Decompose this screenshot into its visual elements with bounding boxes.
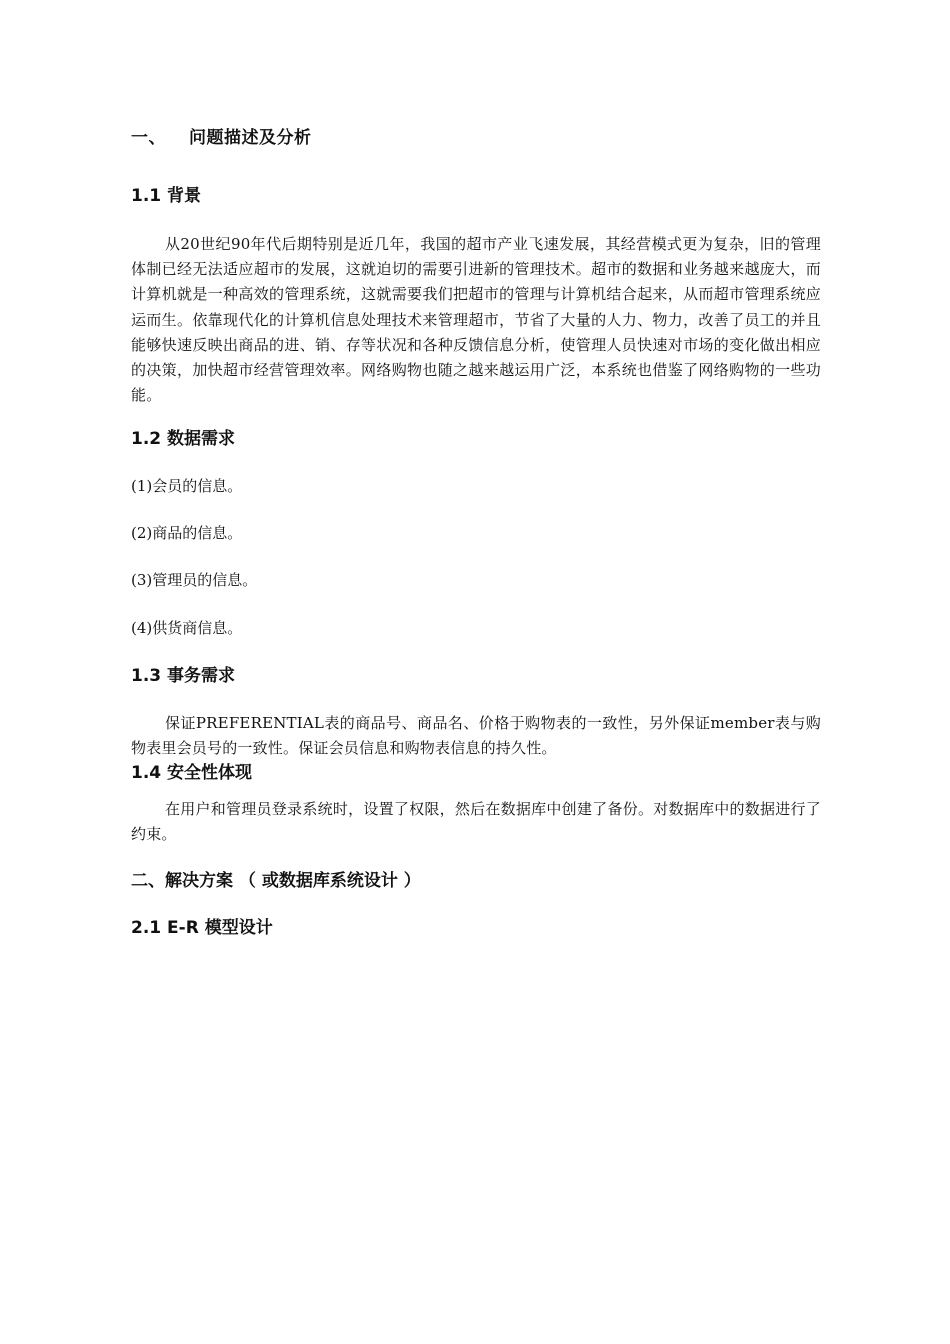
section-1-heading — [131, 130, 312, 147]
data-requirement-item-3: (3)管理员的信息。 — [131, 571, 258, 589]
data-requirement-item-4: (4)供货商信息。 — [131, 619, 243, 637]
heading-1-1: 1.1 背景 — [131, 186, 202, 206]
section-1-title: 问题描述及分析 — [189, 128, 312, 148]
heading-1-3: 1.3 事务需求 — [131, 666, 236, 686]
data-requirement-item-2: (2)商品的信息。 — [131, 524, 243, 542]
data-requirement-item-1: (1)会员的信息。 — [131, 477, 243, 495]
heading-1-4: 1.4 安全性体现 — [131, 763, 253, 783]
section-1-number: 一、 — [131, 128, 166, 148]
heading-2-1: 2.1 E-R 模型设计 — [131, 918, 273, 938]
paragraph-security: 在用户和管理员登录系统时，设置了权限，然后在数据库中创建了备份。对数据库中的数据进行了约束。 — [131, 800, 821, 844]
section-2-heading: 二、解决方案 （ 或数据库系统设计 ） — [131, 871, 421, 891]
paragraph-transaction: 保证PREFERENTIAL表的商品号、商品名、价格于购物表的一致性，另外保证member表与购物表里会员号的一致性。保证会员信息和购物表信息的持久性。 — [131, 714, 821, 758]
heading-1-2: 1.2 数据需求 — [131, 429, 236, 449]
paragraph-background: 从20世纪90年代后期特别是近几年，我国的超市产业飞速发展，其经营模式更为复杂，旧的管理体制已经无法适应超市的发展，这就迫切的需要引进新的管理技术。超市的数据和业务越来越庞大，而计算机就是一种高效的管理系统，这就需要我们把超市的管理与计算机结合起来，从而超市管理系统应运而生。依靠现代化的计算机信息处理技术来管理超市，节省了大量的人力、物力，改善了员工的并且能够快速反映出商品的进、销、存等状况和各种反馈信息分析，使管理人员快速对市场的变化做出相应的决策，加快超市经营管理效率。网络购物也随之越来越运用广泛，本系统也借鉴了网络购物的一些功能。 — [131, 235, 821, 405]
